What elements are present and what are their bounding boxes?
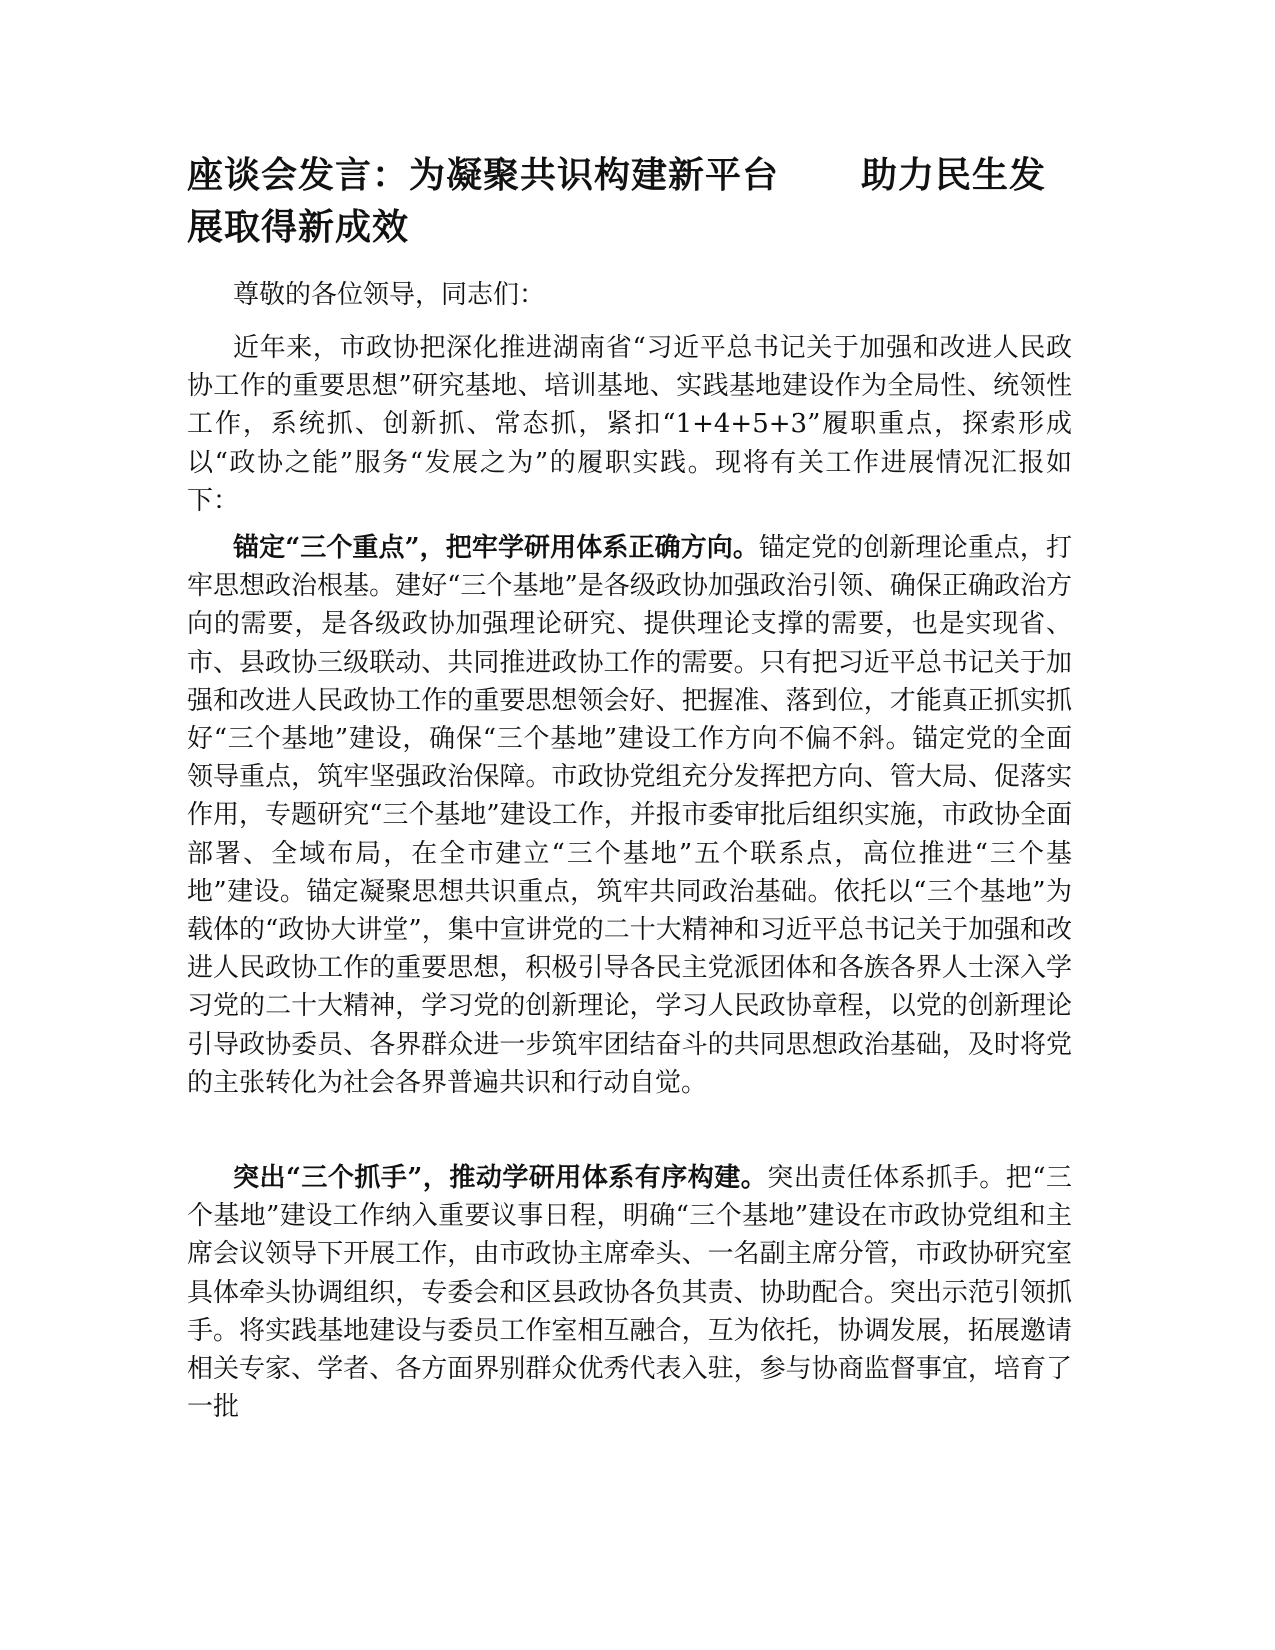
section-1-body: 锚定党的创新理论重点，打牢思想政治根基。建好“三个基地”是各级政协加强政治引领、确保正确政治方向的需要，是各级政协加强理论研究、提供理论支撑的需要，也是实现省、市、县政协三级联动、共同推进政协工作的需要。只有把习近平总书记关于加强和改进人民政协工作的重要思想领会好、把握准、落到位，才能真正抓实抓好“三个基地”建设，确保“三个基地”建设工作方向不偏不斜。锚定党的全面领导重点，筑牢坚强政治保障。市政协党组充分发挥把方向、管大局、促落实作用，专题研究“三个基地”建设工作，并报市委审批后组织实施，市政协全面部署、全域布局，在全市建立“三个基地”五个联系点，高位推进“三个基地”建设。锚定凝聚思想共识重点，筑牢共同政治基础。依托以“三个基地”为载体的“政协大讲堂”，集中宣讲党的二十大精神和习近平总书记关于加强和改进人民政协工作的重要思想，积极引导各民主党派团体和各族各界人士深入学习党的二十大精神，学习党的创新理论，学习人民政协章程，以党的创新理论引导政协委员、各界群众进一步筑牢团结奋斗的共同思想政治基础，及时将党的主张转化为社会各界普遍共识和行动自觉。 xyxy=(187,533,1072,1098)
section-1-heading: 锚定“三个重点”，把牢学研用体系正确方向。 xyxy=(233,533,759,563)
section-1-paragraph xyxy=(187,529,1072,1102)
section-2-heading: 突出“三个抓手”，推动学研用体系有序构建。 xyxy=(233,1163,768,1193)
document-title xyxy=(187,150,1067,254)
intro-paragraph: 近年来，市政协把深化推进湖南省“习近平总书记关于加强和改进人民政协工作的重要思想”研究基地、培训基地、实践基地建设作为全局性、统领性工作，系统抓、创新抓、常态抓，紧扣“1+4+5+3”履职重点，探索形成以“政协之能”服务“发展之为”的履职实践。现将有关工作进展情况汇报如下： xyxy=(187,333,1072,516)
title-part-1: 座谈会发言：为凝聚共识构建新平台 xyxy=(187,155,780,196)
greeting-paragraph: 尊敬的各位领导，同志们： xyxy=(233,280,546,310)
section-2-paragraph xyxy=(187,1159,1072,1426)
document-page xyxy=(187,0,1082,1650)
title-part-2: 助力民生发展取得新成效 xyxy=(187,155,1047,248)
section-2-body: 突出责任体系抓手。把“三个基地”建设工作纳入重要议事日程，明确“三个基地”建设在市政协党组和主席会议领导下开展工作，由市政协主席牵头、一名副主席分管，市政协研究室具体牵头协调组织，专委会和区县政协各负其责、协助配合。突出示范引领抓手。将实践基地建设与委员工作室相互融合，互为依托，协调发展，拓展邀请相关专家、学者、各方面界别群众优秀代表入驻，参与协商监督事宜，培育了一批 xyxy=(187,1163,1072,1423)
